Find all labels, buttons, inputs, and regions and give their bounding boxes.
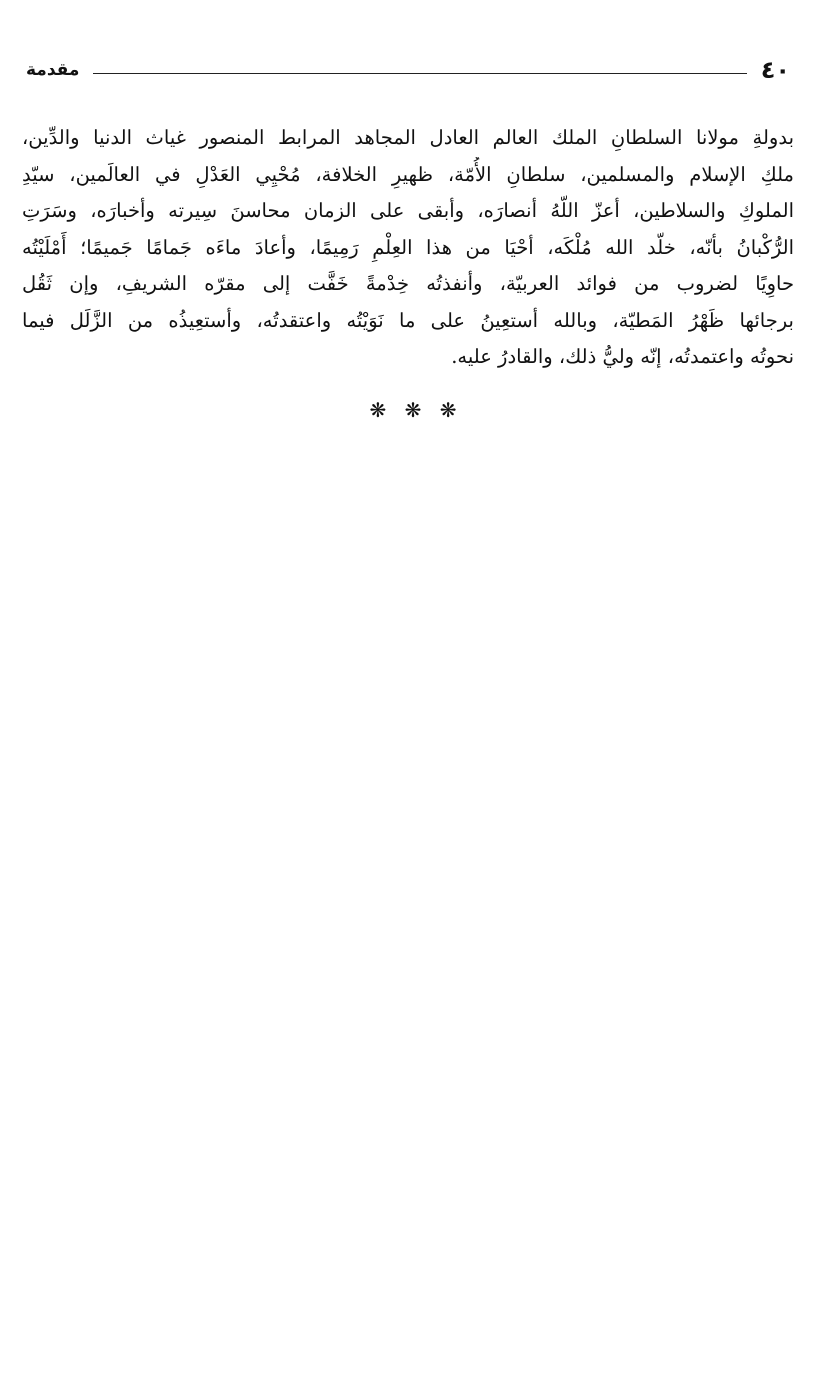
header-rule (93, 73, 746, 74)
section-separator: ❋ ❋ ❋ (369, 398, 463, 422)
text-line: حاوِيًا لضروب من فوائد العربيّة، وأنفذتُه خِدْمةً خَفَّت إلى مقرّه الشريفِ، وإن ثَقُل (22, 272, 794, 295)
page-number: ٤٠ (760, 56, 790, 84)
text-line: نحوتُه واعتمدتُه، إنّه وليُّ ذلك، والقادرُ عليه. (451, 345, 794, 368)
text-line: الملوكِ والسلاطين، أعزّ اللّهُ أنصارَه، وأبقى على الزمان محاسنَ سِيرته وأخبارَه، وسَرَتِ (22, 199, 794, 222)
text-line: بدولةِ مولانا السلطانِ الملك العالم العادل المجاهد المرابط المنصور غياث الدنيا والدِّين، (22, 126, 794, 149)
running-title: مقدمة (26, 60, 80, 80)
body-paragraph (22, 120, 794, 376)
page-header (26, 55, 790, 85)
text-line: ملكِ الإسلام والمسلمين، سلطانِ الأُمّة، ظهيرِ الخلافة، مُحْيِي العَدْلِ في العالَمين، سيّدِ (22, 162, 794, 186)
text-line: برجائها ظَهْرُ المَطيّة، وبالله أستعِينُ على ما نَوَيْتُه واعتقدتُه، وأستعِيذُه من الزَّلَل فيما (22, 308, 794, 332)
text-line: الرُّكْبانُ بأنّه، خلّد الله مُلْكَه، أحْيَا من هذا العِلْمِ رَمِيمًا، وأعادَ ماءَه جَمامًا جَميمًا؛ أَمْلَيْتُه (22, 235, 794, 259)
